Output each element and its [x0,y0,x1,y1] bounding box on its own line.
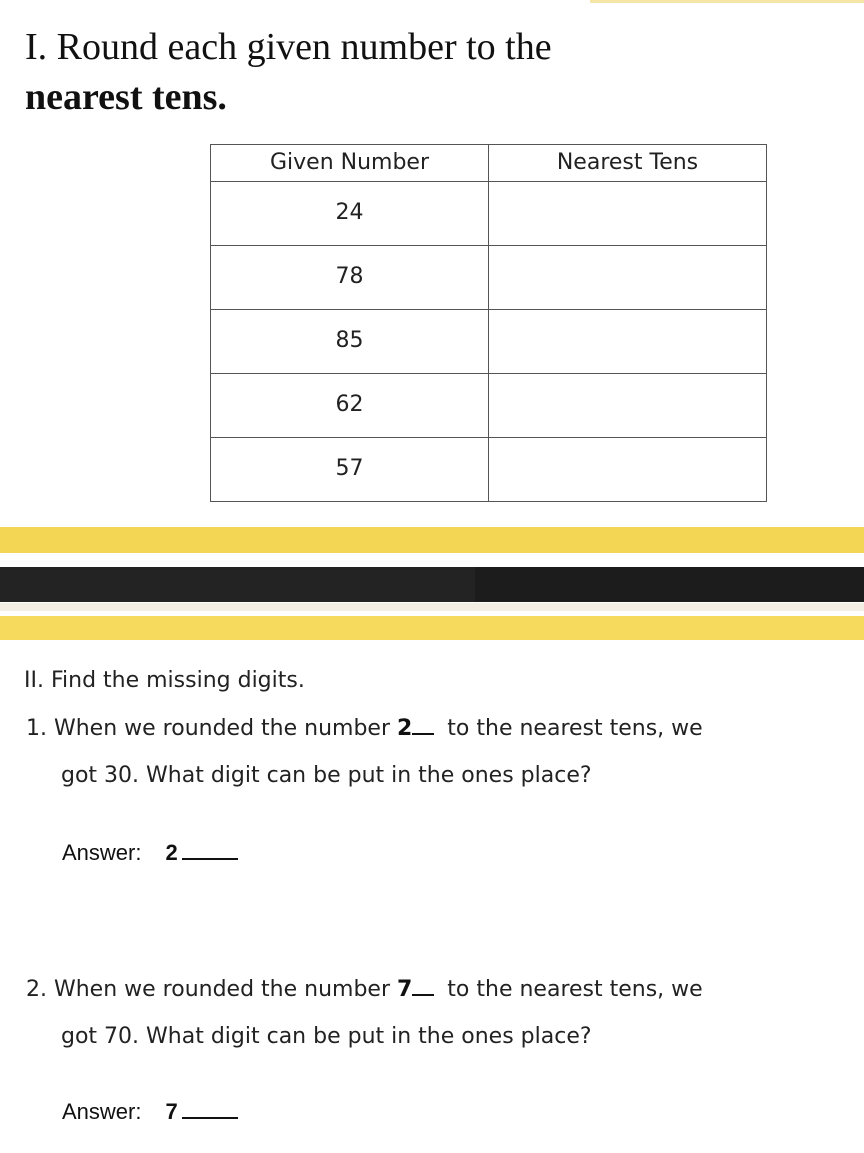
light-divider-line [0,603,864,611]
yellow-divider-band [0,616,864,640]
given-number-cell: 85 [211,310,489,374]
question2-blank[interactable] [412,993,434,996]
question2-suffix: to the nearest tens, we [440,977,703,1002]
answer-blank[interactable] [182,1116,238,1119]
question1-line1 [26,716,703,741]
question1-line2: got 30. What digit can be put in the ones place? [61,763,592,788]
nearest-tens-answer-cell[interactable] [489,310,767,374]
table-row [211,246,767,310]
nearest-tens-answer-cell[interactable] [489,374,767,438]
nearest-tens-answer-cell[interactable] [489,246,767,310]
table-row [211,374,767,438]
question1-answer [62,840,238,866]
given-number-cell: 57 [211,438,489,502]
answer-label: Answer: [62,840,142,865]
top-accent-line [590,0,864,3]
section1-heading-line1: I. Round each given number to the [25,26,552,68]
table-row [211,182,767,246]
answer-digit: 7 [165,1099,178,1124]
given-number-cell: 62 [211,374,489,438]
header-nearest-tens: Nearest Tens [489,145,767,182]
table-header-row [211,145,767,182]
section1-heading [25,22,725,122]
section2-heading: II. Find the missing digits. [24,668,305,693]
dark-divider-bar-segment [475,567,864,602]
question2-line1 [26,977,703,1002]
given-number-cell: 78 [211,246,489,310]
nearest-tens-answer-cell[interactable] [489,438,767,502]
question1-prefix: 1. When we rounded the number [26,716,397,741]
question1-digit: 2 [397,716,413,741]
question2-line2: got 70. What digit can be put in the ones place? [61,1024,592,1049]
answer-digit: 2 [165,840,178,865]
header-given-number: Given Number [211,145,489,182]
section1-heading-line2: nearest tens. [25,76,227,118]
question2-digit: 7 [397,977,413,1002]
answer-blank[interactable] [182,857,238,860]
table-row [211,310,767,374]
rounding-table [210,144,767,502]
answer-label: Answer: [62,1099,142,1124]
question2-prefix: 2. When we rounded the number [26,977,397,1002]
yellow-divider-band [0,527,864,553]
given-number-cell: 24 [211,182,489,246]
question1-suffix: to the nearest tens, we [440,716,703,741]
nearest-tens-answer-cell[interactable] [489,182,767,246]
question1-blank[interactable] [412,732,434,735]
table-row [211,438,767,502]
question2-answer [62,1099,238,1125]
dark-divider-bar [0,567,864,602]
